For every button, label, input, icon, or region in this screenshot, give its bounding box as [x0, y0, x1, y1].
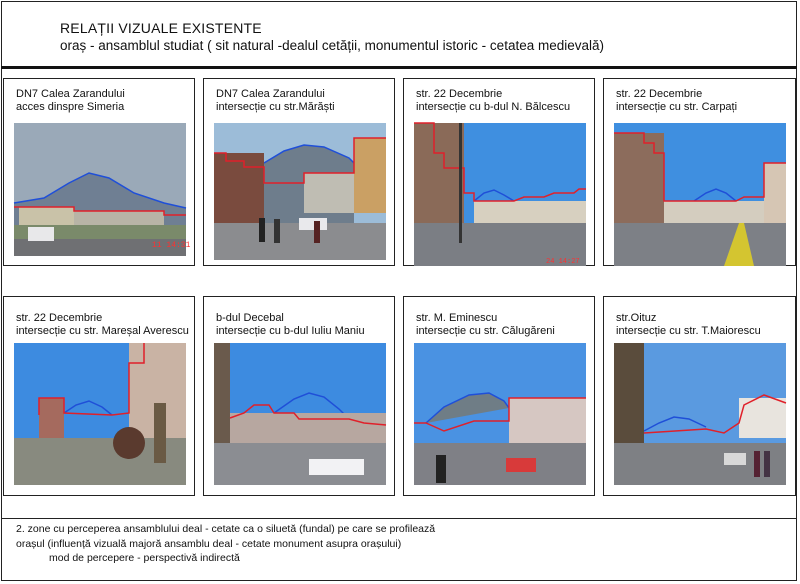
panel-caption	[416, 88, 570, 114]
panel-street: str. 22 Decembrie	[416, 88, 503, 100]
panel-caption	[616, 312, 761, 338]
header-divider	[1, 66, 797, 69]
panel-caption	[616, 88, 737, 114]
panel-street: str.Oituz	[616, 312, 657, 324]
photo-panel-6	[203, 296, 395, 496]
panel-street: str. M. Eminescu	[416, 312, 498, 324]
panel-caption	[16, 312, 189, 338]
panel-caption	[416, 312, 555, 338]
panel-intersection: intersecție cu str. Călugăreni	[416, 325, 555, 337]
photo-panel-2	[203, 78, 395, 266]
panel-street: DN7 Calea Zarandului	[16, 88, 125, 100]
panel7-photo	[414, 343, 586, 485]
photo-panel-1	[3, 78, 195, 266]
panel1-photo	[14, 123, 191, 256]
panel-street: str. 22 Decembrie	[16, 312, 103, 324]
footnote-line-3: mod de percepere - perspectivă indirectă	[49, 552, 240, 564]
panel-intersection: intersecție cu str. Mareșal Averescu	[16, 325, 189, 337]
photo-panel-4	[603, 78, 796, 266]
panel-intersection: acces dinspre Simeria	[16, 101, 125, 113]
photo-datestamp: 11 14:31	[152, 241, 191, 250]
footnote-line-1: 2. zone cu perceperea ansamblului deal - cetate ca o siluetă (fundal) pe care se profilează	[16, 523, 436, 535]
panel8-photo	[614, 343, 786, 485]
panel5-photo	[14, 343, 186, 485]
page-title: RELAȚII VIZUALE EXISTENTE	[60, 20, 262, 36]
photo-datestamp: 24 14:27	[546, 258, 580, 266]
footnote-box	[1, 518, 797, 581]
panel-intersection: intersecție cu str. T.Maiorescu	[616, 325, 761, 337]
photo-panel-7	[403, 296, 595, 496]
panel-street: DN7 Calea Zarandului	[216, 88, 325, 100]
panel-caption	[16, 88, 125, 114]
footnote-line-2: orașul (influență vizuală majoră ansamblu deal - cetate monument asupra orașului)	[16, 538, 402, 550]
panel-intersection: intersecție cu str.Mărăști	[216, 101, 335, 113]
panel-caption	[216, 312, 365, 338]
panel3-photo	[414, 123, 586, 266]
panel-street: str. 22 Decembrie	[616, 88, 703, 100]
panel-intersection: intersecție cu b-dul Iuliu Maniu	[216, 325, 365, 337]
panel6-photo	[214, 343, 386, 485]
photo-panel-8	[603, 296, 796, 496]
page-subtitle: oraș - ansamblul studiat ( sit natural -dealul cetății, monumentul istoric - cetatea medievală)	[60, 38, 604, 53]
panel-street: b-dul Decebal	[216, 312, 284, 324]
photo-panel-5	[3, 296, 195, 496]
panel-intersection: intersecție cu b-dul N. Bălcescu	[416, 101, 571, 113]
panel-intersection: intersecție cu str. Carpați	[616, 101, 738, 113]
photo-panel-3	[403, 78, 595, 266]
panel-caption	[216, 88, 335, 114]
panel2-photo	[214, 123, 386, 260]
panel4-photo	[614, 123, 786, 266]
